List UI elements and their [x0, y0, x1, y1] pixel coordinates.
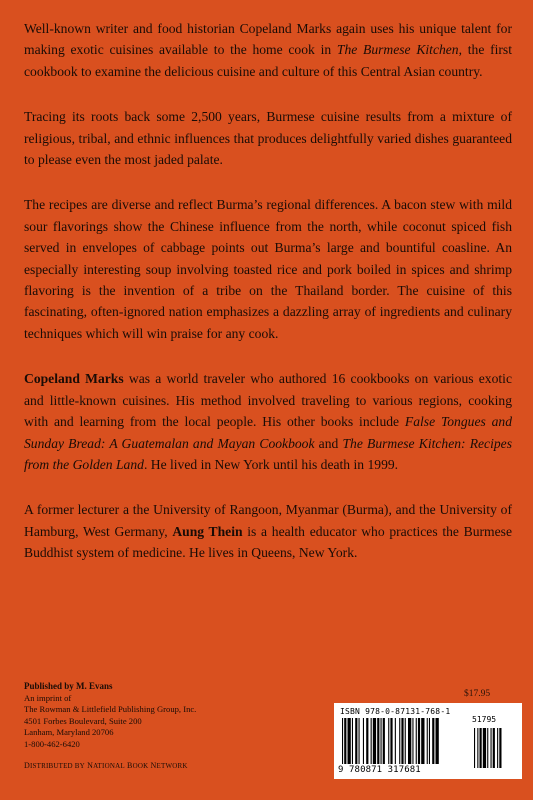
barcode-addon-bar: [493, 728, 495, 768]
description-p1-text-a: Well-known writer and food historian Copeland Marks again uses his unique talent for making exotic cuisines available to the home cook in: [24, 21, 512, 58]
coauthor-name: Aung Thein: [172, 523, 243, 539]
barcode-bar: [355, 718, 357, 764]
book-title-burmese-kitchen: The Burmese Kitchen: [336, 42, 459, 58]
barcode-addon-bar: [477, 728, 478, 768]
barcode-bar: [383, 718, 385, 764]
author-bio-paragraph: [24, 368, 512, 475]
barcode-bar: [344, 718, 346, 764]
barcode-bar: [373, 718, 376, 764]
author-bio-text-b: . He lived in New York until his death in 1999.: [143, 456, 399, 472]
publisher-info: [24, 681, 254, 772]
barcode-bar: [395, 718, 396, 764]
barcode-bar: [399, 718, 400, 764]
barcode-bar: [377, 718, 379, 764]
publisher-phone: 1-800-462-6420: [24, 738, 80, 749]
barcode-bar: [405, 718, 406, 764]
description-p1-text-b: , the first cookbook to examine the delicious cuisine and culture of this Central Asian country.: [24, 42, 512, 79]
barcode-bar: [366, 718, 368, 764]
author-name: Copeland Marks: [24, 371, 124, 387]
barcode-bar: [432, 718, 434, 764]
barcode-bar: [408, 718, 411, 764]
barcode-bar: [381, 718, 382, 764]
back-cover-text: [24, 18, 512, 588]
barcode-bar: [429, 718, 430, 764]
barcode-digits: 9 780871 317681: [338, 765, 421, 775]
other-book-title-1: False Tongues and Sunday Bread: A Guatemalan and Mayan Cookbook: [24, 414, 512, 451]
barcode-bar: [348, 718, 351, 764]
description-paragraph-2: Tracing its roots back some 2,500 years, Burmese cuisine results from a mixture of religious, tribal, and ethnic influences that produces delightfully varied dishes guaranteed to please even the most jaded palate.: [24, 109, 512, 168]
isbn-label: ISBN 978-0-87131-768-1: [340, 707, 451, 716]
barcode-addon-bar: [487, 728, 488, 768]
published-by-line: Published by M. Evans: [24, 681, 113, 691]
publisher-address-line-1: 4501 Forbes Boulevard, Suite 200: [24, 715, 142, 726]
barcode-bar: [421, 718, 424, 764]
barcode-bar: [363, 718, 364, 764]
barcode-bar: [427, 718, 428, 764]
isbn-barcode: [334, 703, 522, 779]
barcode-bar: [371, 718, 372, 764]
coauthor-bio-text-a: A former lecturer a the University of Rangoon, Myanmar (Burma), and the University of Hamburg, West Germany,: [24, 502, 512, 539]
coauthor-bio-text-b: is a health educator who practices the Burmese Buddhist system of medicine. He lives in Queens, New York.: [24, 523, 512, 561]
barcode-bar: [418, 718, 420, 764]
author-bio-text-a: was a world traveler who authored 16 cookbooks on various exotic and little-known cuisines. His method involved traveling to various regions, cooking with and learning from the local people. His other books include: [24, 371, 512, 430]
barcode-addon-bar: [474, 728, 475, 768]
distributor-line: DISTRIBUTED BY NATIONAL BOOK NETWORK: [24, 760, 188, 770]
barcode-bar: [416, 718, 417, 764]
barcode-bar: [436, 718, 439, 764]
description-paragraph-3: The recipes are diverse and reflect Burma’s regional differences. A bacon stew with mild sour flavorings show the Chinese influence from the north, while coconut spiced fish served in envelopes of cabbage points out Burma’s large and bountiful coasline. An especially interesting soup involving toasted rice and pork boiled in spices and shrimp flavoring is the invention of a tribe on the Thailand border. The cuisine of this fascinating, often-ignored nation emphasizes a dazzling array of ingredients and culinary techniques which will win praise for any cook.: [24, 197, 512, 341]
publisher-address-line-2: Lanham, Maryland 20706: [24, 727, 114, 738]
other-book-title-2: The Burmese Kitchen: Recipes from the Golden Land: [24, 435, 512, 472]
barcode-bar: [352, 718, 353, 764]
author-bio-and: and: [314, 435, 343, 451]
barcode-bar: [388, 718, 389, 764]
barcode-bar: [342, 718, 343, 764]
barcode-bar: [412, 718, 413, 764]
barcode-bar: [390, 718, 392, 764]
barcode-bars: [340, 718, 516, 768]
barcode-bar: [401, 718, 403, 764]
barcode-addon-bar: [483, 728, 486, 768]
publisher-imprint-line: An imprint of: [24, 692, 72, 703]
price-label: $17.95: [464, 689, 491, 699]
barcode-addon-bar: [497, 728, 498, 768]
barcode-addon-bar: [499, 728, 501, 768]
barcode-addon-digits: 51795: [472, 715, 497, 724]
description-paragraph-1: [24, 18, 512, 82]
barcode-addon-bar: [480, 728, 482, 768]
barcode-addon-bar: [491, 728, 492, 768]
coauthor-bio-paragraph: [24, 499, 512, 563]
publisher-name-line: The Rowman & Littlefield Publishing Group, Inc.: [24, 704, 197, 715]
barcode-bar: [359, 718, 360, 764]
